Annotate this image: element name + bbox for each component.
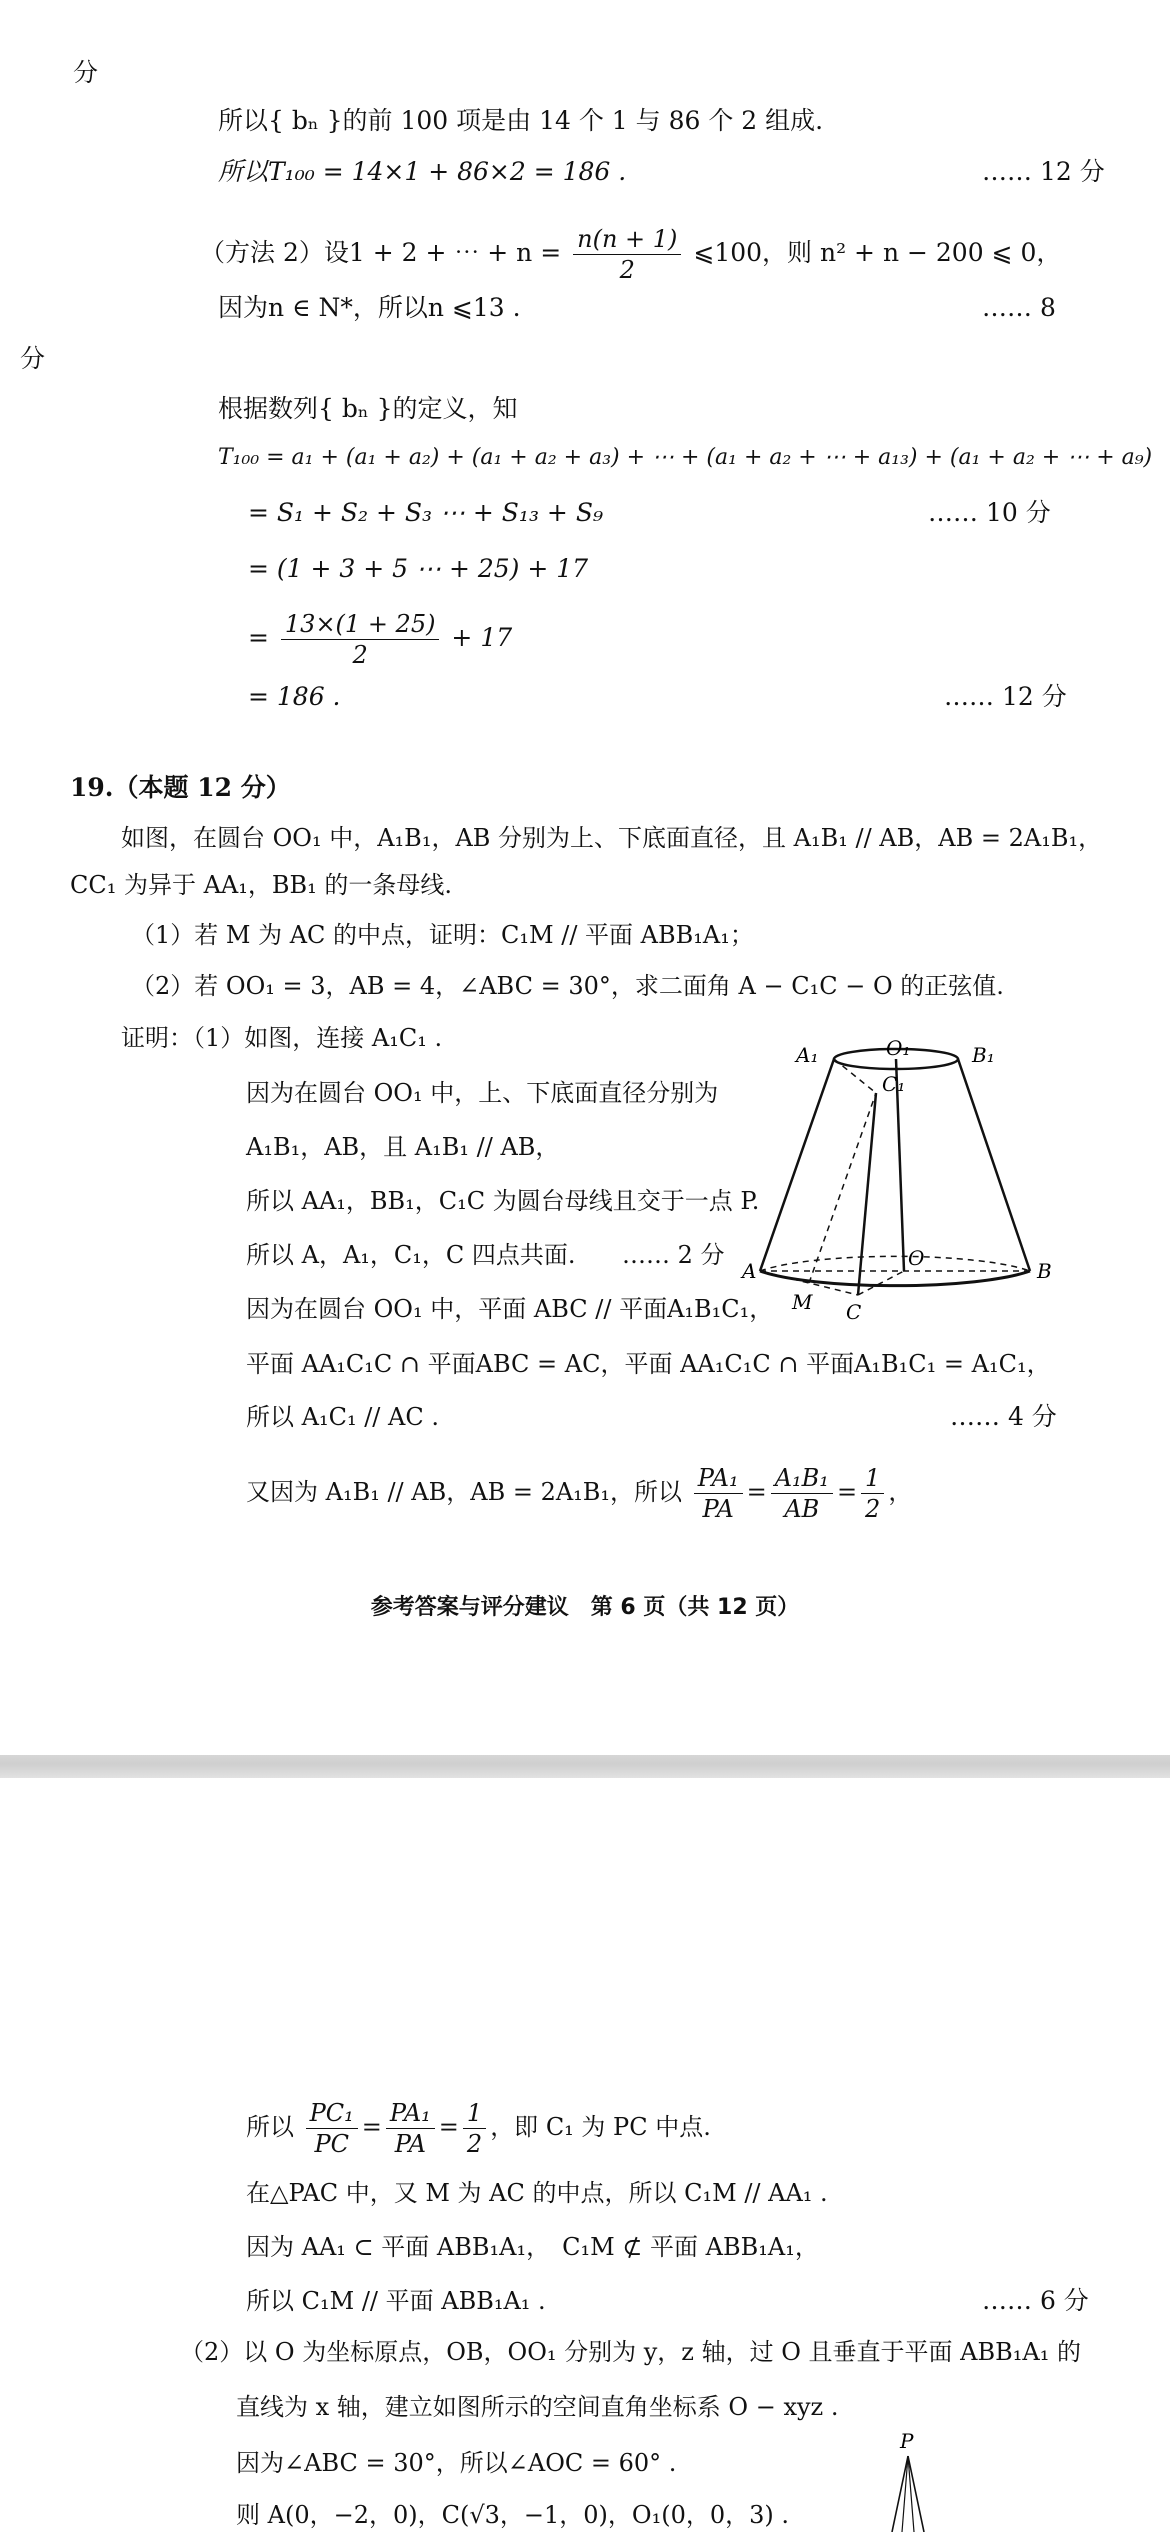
fraction — [694, 1463, 743, 1524]
score-mark: …… 12 分 — [982, 157, 1105, 186]
text-line: （2）若 OO₁ = 3，AB = 4，∠ABC = 30°，求二面角 A − C₁C − O 的正弦值. — [131, 972, 1004, 1000]
text-line: 因为 AA₁ ⊂ 平面 ABB₁A₁， C₁M ⊄ 平面 ABB₁A₁， — [246, 2233, 819, 2261]
ratio-text: 又因为 A₁B₁ // AB，AB = 2A₁B₁，所以 — [246, 1478, 683, 1506]
text-line: 如图，在圆台 OO₁ 中，A₁B₁，AB 分别为上、下底面直径，且 A₁B₁ // AB，AB = 2A₁B₁， — [121, 824, 1103, 852]
formula-line: = 186 . — [248, 682, 341, 711]
text-line: 直线为 x 轴，建立如图所示的空间直角坐标系 O − xyz . — [236, 2393, 839, 2421]
label-O: O — [908, 1246, 925, 1270]
fraction-denominator: 2 — [466, 2130, 483, 2158]
method2-ineq: ⩽100，则 n² + n − 200 ⩽ 0， — [693, 238, 1062, 267]
text-line: 证明：（1）如图，连接 A₁C₁ . — [121, 1024, 443, 1052]
fraction — [281, 609, 440, 670]
page-footer: 参考答案与评分建议 第 6 页（共 12 页） — [370, 1595, 800, 1620]
text-line: 所以 C₁M // 平面 ABB₁A₁ . — [246, 2287, 546, 2315]
text-line: 所以 AA₁，BB₁，C₁C 为圆台母线且交于一点 P. — [246, 1187, 760, 1215]
text-line: 平面 AA₁C₁C ∩ 平面ABC = AC，平面 AA₁C₁C ∩ 平面A₁B₁C₁ = A₁C₁， — [246, 1350, 1051, 1378]
fraction-numerator: n(n + 1) — [573, 224, 681, 255]
frustum-figure — [740, 1035, 1070, 1335]
page-separator — [0, 1755, 1170, 1778]
segment-C1M — [809, 1093, 876, 1283]
fraction-numerator: PA₁ — [386, 2098, 435, 2129]
label-O1: O₁ — [886, 1036, 911, 1060]
segment-OC — [858, 1271, 904, 1295]
bottom-base-front — [760, 1271, 1030, 1286]
text-line: CC₁ 为异于 AA₁，BB₁ 的一条母线. — [70, 871, 453, 899]
text-line: 因为在圆台 OO₁ 中，上、下底面直径分别为 — [246, 1079, 719, 1107]
ratio-tail: ，即 C₁ 为 PC 中点. — [490, 2113, 711, 2141]
fraction — [861, 1463, 884, 1524]
text-line: 因为n ∈ N*，所以n ⩽13 . — [218, 293, 521, 322]
score-mark: …… 4 分 — [950, 1402, 1057, 1431]
score-mark: …… 10 分 — [928, 498, 1051, 527]
text-line — [200, 224, 1061, 285]
formula-line — [248, 609, 512, 670]
label-C1: C₁ — [882, 1072, 906, 1096]
fraction — [463, 2098, 486, 2159]
document-page-7 — [0, 1778, 1170, 2532]
text-line: （1）若 M 为 AC 的中点，证明：C₁M // 平面 ABB₁A₁； — [131, 921, 754, 949]
formula-tail: + 17 — [451, 623, 513, 652]
comma: ， — [888, 1478, 913, 1506]
text-line: 根据数列{ bₙ }的定义，知 — [218, 394, 518, 423]
text-line: （2）以 O 为坐标原点，OB，OO₁ 分别为 y，z 轴，过 O 且垂直于平面 ABB₁A₁ 的 — [180, 2338, 1081, 2366]
text-line: 因为在圆台 OO₁ 中，平面 ABC // 平面A₁B₁C₁， — [246, 1295, 774, 1323]
score-mark: …… 6 分 — [982, 2286, 1089, 2315]
ratio-text: 所以 — [246, 2113, 294, 2141]
coordinate-figure — [880, 2428, 950, 2532]
fraction — [771, 1463, 833, 1524]
text-line: 则 A(0，−2，0)，C(√3，−1，0)，O₁(0，0，3) . — [236, 2501, 789, 2529]
text-line: 所以 $\frac{\text{PC₁}}{PC}$ = $\frac{\text{PA₁}}{PA}$ = $\frac{1}{2}$ ，即 C₁ 为 PC 中点. — [246, 2099, 711, 2158]
label-B1: B₁ — [972, 1043, 995, 1067]
generatrix-CC1 — [858, 1093, 876, 1295]
fraction — [573, 224, 681, 285]
fraction-numerator: 1 — [861, 1463, 884, 1494]
formula-line: = S₁ + S₂ + S₃ ⋯ + S₁₃ + S₉ — [248, 498, 603, 527]
fraction-numerator: A₁B₁ — [771, 1463, 833, 1494]
method2-text: （方法 2）设1 + 2 + ⋯ + n = — [200, 238, 562, 267]
bottom-base-back — [760, 1256, 1030, 1271]
fraction-denominator: 2 — [865, 1495, 881, 1523]
equals-sign: = — [248, 623, 269, 652]
score-mark: …… 12 分 — [944, 682, 1067, 711]
text-line: A₁B₁，AB，且 A₁B₁ // AB， — [246, 1133, 560, 1161]
label-M: M — [792, 1290, 813, 1314]
fraction — [386, 2098, 435, 2159]
label-C: C — [846, 1300, 862, 1324]
fraction-denominator: 2 — [619, 256, 635, 284]
fraction-numerator: 13×(1 + 25) — [281, 609, 440, 640]
generatrix-AA1 — [760, 1059, 834, 1271]
formula-line: T₁₀₀ = a₁ + (a₁ + a₂) + (a₁ + a₂ + a₃) + ⋯ + (a₁ + a₂ + ⋯ + a₁₃) + (a₁ + a₂ + ⋯ + a₉) — [218, 445, 1153, 470]
text-line: 所以 A，A₁，C₁，C 四点共面. — [246, 1241, 576, 1269]
label-P: P — [900, 2429, 914, 2453]
generatrix-BB1 — [958, 1059, 1030, 1271]
fraction-numerator: PA₁ — [694, 1463, 743, 1494]
label-A1: A₁ — [796, 1043, 819, 1067]
fraction — [306, 2098, 358, 2159]
text-line: 分 — [20, 344, 46, 373]
text-line: 因为∠ABC = 30°，所以∠AOC = 60° . — [236, 2449, 677, 2477]
formula-line: = (1 + 3 + 5 ⋯ + 25) + 17 — [248, 554, 589, 583]
text-line: 所以 A₁C₁ // AC . — [246, 1403, 439, 1431]
fraction-denominator: PA — [702, 1495, 734, 1523]
text-line: 所以{ bₙ }的前 100 项是由 14 个 1 与 86 个 2 组成. — [218, 106, 824, 135]
score-mark: …… 8 — [982, 293, 1056, 322]
label-B: B — [1037, 1259, 1052, 1283]
text-line: 在△PAC 中，又 M 为 AC 的中点，所以 C₁M // AA₁ . — [246, 2179, 828, 2207]
fraction-numerator: PC₁ — [306, 2098, 358, 2129]
text-line: 分 — [73, 58, 99, 87]
text-line: 所以T₁₀₀ = 14×1 + 86×2 = 186 . — [218, 157, 627, 186]
fraction-denominator: PA — [394, 2130, 426, 2158]
label-A: A — [742, 1259, 757, 1283]
fraction-denominator: AB — [784, 1495, 820, 1523]
text-line: 又因为 A₁B₁ // AB，AB = 2A₁B₁，所以 $\frac{\text{PA₁}}{PA}$ = $\frac{\text{A₁B₁}}{AB}$ = $\frac{1}{2}$ ， — [246, 1464, 913, 1523]
fraction-numerator: 1 — [463, 2098, 486, 2129]
question-heading: 19.（本题 12 分） — [70, 773, 291, 802]
fraction-denominator: PC — [314, 2130, 349, 2158]
fraction-denominator: 2 — [352, 641, 368, 669]
score-mark: …… 2 分 — [622, 1241, 725, 1269]
